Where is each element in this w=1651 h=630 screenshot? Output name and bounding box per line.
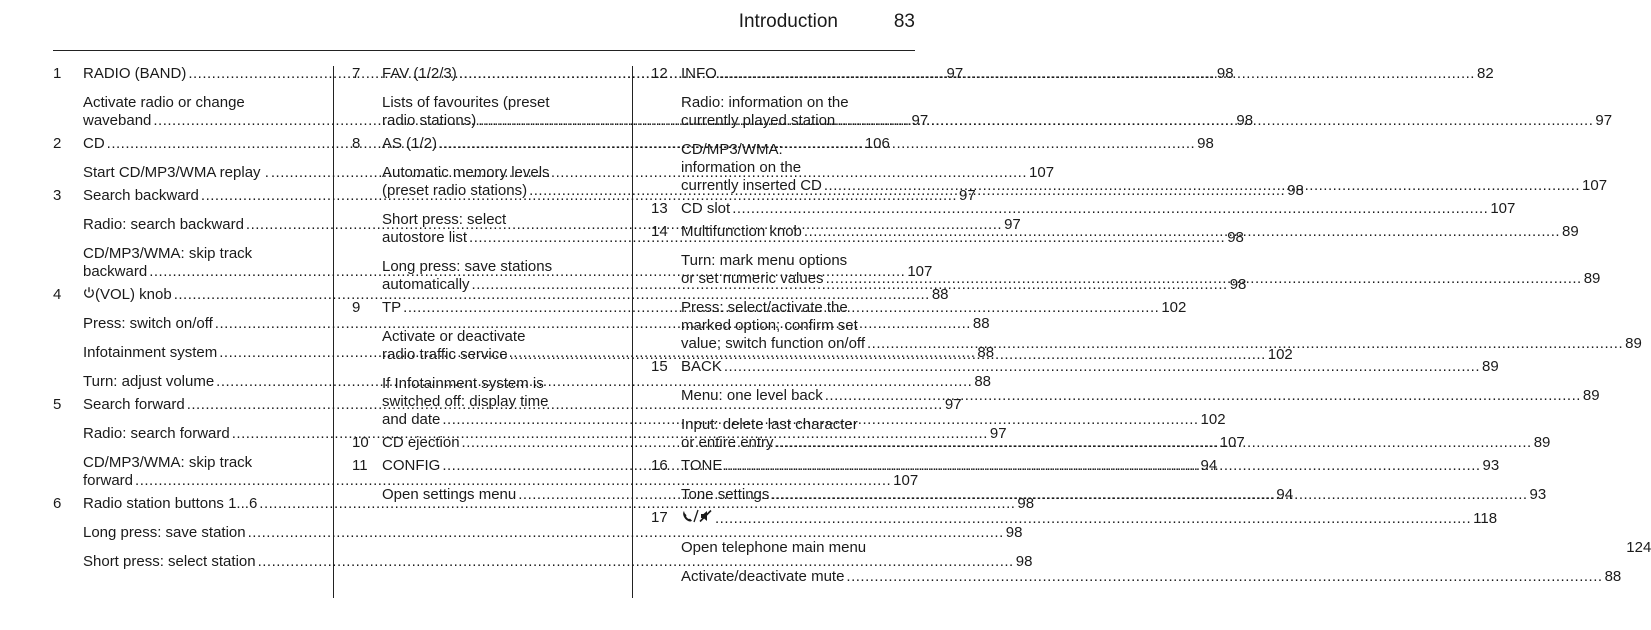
entry-text: backward (83, 263, 148, 280)
entry-gap (651, 241, 914, 252)
entry-text: marked option; confirm set (681, 317, 858, 334)
entry-text: Automatic memory levels (382, 164, 550, 181)
leader-dots (724, 457, 1480, 475)
entry-text: CD slot (681, 200, 731, 217)
entry-gap (651, 130, 914, 141)
entry-text: Tone settings (681, 486, 770, 503)
entry-number (352, 164, 382, 200)
index-subentry (53, 553, 1033, 571)
entry-line (681, 200, 1515, 218)
page-reference: 107 (1029, 164, 1055, 181)
entry-line (681, 486, 1546, 504)
entry-number: 2 (53, 135, 62, 152)
index-entry (651, 200, 1516, 218)
entry-line (681, 223, 1579, 241)
entry-number: 14 (651, 223, 668, 240)
entry-gap (352, 475, 614, 486)
page-number: 83 (893, 11, 915, 32)
index-subentry (53, 524, 1023, 542)
page-reference: 107 (1490, 200, 1516, 217)
entry-text: Turn: adjust volume (83, 373, 215, 390)
entry-gap (651, 288, 914, 299)
entry-text: value; switch function on/off (681, 335, 865, 352)
entry-number: 5 (53, 396, 62, 413)
page-reference: 97 (989, 425, 1007, 442)
page-reference: 107 (1219, 434, 1245, 451)
entry-number (53, 425, 83, 443)
page-reference: 98 (1227, 229, 1244, 246)
entry-text: Menu: one level back (681, 387, 823, 404)
entry-text: Short press: select station (83, 553, 256, 570)
entry-line (681, 335, 1642, 353)
entry-line (681, 434, 1550, 452)
page-reference: 98 (1197, 135, 1214, 152)
leader-dots (846, 568, 1602, 586)
index-entry (651, 358, 1499, 376)
entry-text: Input: delete last character (681, 416, 858, 433)
entry-text: CONFIG (382, 457, 441, 474)
entry-text: CD/MP3/WMA: skip track (83, 454, 253, 471)
entry-text: Start CD/MP3/WMA replay . (83, 164, 269, 181)
page-reference: 98 (1287, 182, 1304, 199)
leader-dots (825, 387, 1581, 405)
page-reference: 118 (1473, 510, 1498, 527)
entry-number: 9 (352, 299, 361, 316)
entry-text: Radio station buttons 1...6 (83, 495, 258, 512)
page-reference: 88 (972, 315, 990, 332)
entry-gap (53, 443, 315, 454)
entry-lines (681, 457, 1499, 475)
entry-number (352, 486, 382, 504)
entry-line (681, 416, 1550, 434)
page-reference: 124 (1626, 539, 1651, 556)
entry-number (651, 416, 681, 452)
entry-text: Turn: mark menu options (681, 252, 848, 269)
page-reference: 98 (1216, 65, 1234, 82)
entry-number (651, 568, 681, 586)
page-reference: 88 (974, 373, 991, 390)
index-entry (651, 509, 1498, 528)
entry-line (681, 252, 1600, 270)
page-reference: 94 (1276, 486, 1294, 503)
entry-text: radio stations) (382, 112, 477, 129)
header-rule (53, 50, 915, 51)
page-reference: 89 (1562, 223, 1579, 240)
entry-number (53, 216, 83, 234)
entry-number (53, 245, 83, 281)
entry-gap (651, 376, 914, 387)
entry-text: Activate radio or change (83, 94, 245, 111)
entry-text: BACK (681, 358, 722, 375)
entry-text: currently played station (681, 112, 836, 129)
page-reference: 107 (907, 263, 933, 280)
entry-gap (651, 528, 914, 539)
page-reference: 97 (1004, 216, 1021, 233)
entry-lines (681, 509, 1497, 528)
entry-line (681, 270, 1600, 288)
entry-number (53, 315, 83, 333)
entry-number: 17 (651, 509, 668, 526)
entry-line (681, 509, 1497, 528)
page-reference: 98 (1236, 112, 1254, 129)
entry-line (681, 177, 1607, 195)
page-reference: 107 (893, 472, 919, 489)
entry-number (53, 373, 83, 391)
leader-dots (719, 65, 1475, 83)
entry-lines (681, 539, 1651, 557)
entry-number (352, 375, 382, 429)
entry-number (352, 211, 382, 247)
entry-gap (53, 513, 315, 524)
entry-gap (651, 475, 914, 486)
page-reference: 93 (1482, 457, 1500, 474)
page-reference: 97 (911, 112, 929, 129)
entry-text: automatically (382, 276, 470, 293)
entry-gap (53, 362, 315, 373)
entry-number (651, 299, 681, 353)
entry-gap (651, 405, 914, 416)
entry-lines (681, 141, 1607, 195)
entry-line (681, 568, 1621, 586)
entry-lines (681, 94, 1612, 130)
leader-dots (724, 358, 1480, 376)
entry-gap (352, 153, 614, 164)
entry-number (651, 486, 681, 504)
entry-number (651, 252, 681, 288)
entry-lines (681, 387, 1600, 405)
page-reference: 94 (1200, 457, 1218, 474)
entry-text: or set numeric values (681, 270, 824, 287)
entry-text: Lists of favourites (preset (382, 94, 550, 111)
page-reference: 88 (931, 286, 949, 303)
entry-text: Radio: search forward (83, 425, 230, 442)
entry-text: Long press: save station (83, 524, 246, 541)
entry-number: 3 (53, 187, 62, 204)
page-reference: 97 (946, 65, 964, 82)
entry-gap (53, 205, 315, 216)
entry-number (53, 553, 83, 571)
entry-number (352, 328, 382, 364)
entry-number (53, 164, 83, 182)
entry-text: RADIO (BAND) (83, 65, 187, 82)
entry-text: switched off: display time (382, 393, 549, 410)
leader-dots (837, 112, 1593, 130)
page-reference: 89 (1533, 434, 1551, 451)
entry-text: Press: switch on/off (83, 315, 213, 332)
page-reference: 107 (1582, 177, 1608, 194)
entry-text: and date (382, 411, 441, 428)
entry-text: TP (382, 299, 402, 316)
entry-text: CD/MP3/WMA: (681, 141, 783, 158)
page-reference: 98 (1017, 495, 1035, 512)
entry-lines (681, 486, 1546, 504)
entry-number: 12 (651, 65, 668, 82)
entry-number: 1 (53, 65, 62, 82)
page-reference: 102 (1267, 346, 1293, 363)
leader-dots (804, 223, 1560, 241)
entry-text: FAV (1/2/3) (382, 65, 457, 82)
entry-line (681, 539, 1651, 557)
entry-gap (53, 333, 315, 344)
entry-number (651, 94, 681, 130)
page-reference: 98 (1229, 276, 1247, 293)
entry-number (53, 344, 83, 362)
entry-line (681, 94, 1612, 112)
entry-text: CD (83, 135, 105, 152)
page-reference: 106 (864, 135, 890, 152)
entry-number: 4 (53, 286, 62, 303)
entry-text: Open settings menu (382, 486, 517, 503)
page-reference: 98 (1015, 553, 1033, 570)
entry-text: Radio: search backward (83, 216, 244, 233)
entry-number: 8 (352, 135, 361, 152)
entry-text: TONE (681, 457, 723, 474)
entry-text: or entire entry (681, 434, 774, 451)
entry-line (681, 457, 1499, 475)
entry-gap (53, 304, 315, 315)
leader-dots (732, 200, 1488, 218)
entry-line (681, 141, 1607, 159)
entry-number (651, 539, 681, 557)
entry-gap (53, 542, 315, 553)
page-reference: 97 (1595, 112, 1613, 129)
entry-line (681, 65, 1494, 83)
page-reference: 97 (944, 396, 962, 413)
leader-dots (826, 270, 1582, 288)
entry-text: Press: select/activate the (681, 299, 848, 316)
entry-number (53, 454, 83, 490)
entry-lines (681, 299, 1642, 353)
entry-text: CD ejection (382, 434, 460, 451)
entry-gap (53, 414, 315, 425)
entry-gap (352, 200, 614, 211)
entry-text: Open telephone main menu (681, 539, 867, 556)
page-reference: 97 (959, 187, 976, 204)
entry-gap (53, 153, 315, 164)
leader-dots (776, 434, 1532, 452)
page-reference: 89 (1482, 358, 1499, 375)
page-reference: 88 (977, 344, 995, 361)
entry-number: 15 (651, 358, 668, 375)
entry-number: 7 (352, 65, 361, 82)
entry-gap (352, 364, 614, 375)
entry-text: AS (1/2) (382, 135, 438, 152)
page-reference: 82 (1476, 65, 1494, 82)
entry-text: Multifunction knob (681, 223, 802, 240)
entry-gap (352, 317, 614, 328)
entry-text: autostore list (382, 229, 468, 246)
page-reference: 98 (1005, 524, 1023, 541)
entry-text: Radio: information on the (681, 94, 849, 111)
entry-text: information on the (681, 159, 802, 176)
entry-text: waveband (83, 112, 152, 129)
entry-number (651, 141, 681, 195)
entry-line (681, 317, 1642, 335)
entry-gap (651, 557, 914, 568)
page-reference: 102 (1161, 299, 1187, 316)
entry-text: Search forward (83, 396, 185, 413)
leader-dots (715, 510, 1471, 528)
entry-number (53, 94, 83, 130)
entry-line (681, 387, 1600, 405)
entry-text: INFO (681, 65, 717, 82)
entry-line (681, 159, 1607, 177)
entry-line (681, 299, 1642, 317)
entry-gap (352, 83, 614, 94)
entry-text: (VOL) knob (95, 286, 172, 303)
entry-text: If Infotainment system is (382, 375, 544, 392)
entry-text: Infotainment system (83, 344, 218, 361)
entry-number: 13 (651, 200, 668, 217)
power-icon (83, 286, 95, 304)
entry-number (352, 94, 382, 130)
page-reference: 102 (1200, 411, 1226, 428)
entry-lines (681, 358, 1499, 376)
page-reference: 89 (1582, 387, 1600, 404)
entry-gap (651, 83, 914, 94)
entry-number (651, 387, 681, 405)
page-reference: 93 (1529, 486, 1547, 503)
entry-text: forward (83, 472, 134, 489)
entry-gap (53, 234, 315, 245)
entry-number: 16 (651, 457, 668, 474)
entry-text: currently inserted CD (681, 177, 822, 194)
leader-dots (771, 486, 1527, 504)
entry-gap (352, 247, 614, 258)
entry-text: Short press: select (382, 211, 507, 228)
entry-text: (preset radio stations) (382, 182, 528, 199)
entry-lines (681, 568, 1621, 586)
entry-text: Search backward (83, 187, 199, 204)
index-entry (53, 286, 949, 304)
entry-lines (681, 200, 1515, 218)
entry-number: 6 (53, 495, 62, 512)
page-reference: 89 (1583, 270, 1601, 287)
index-entry (53, 495, 1035, 513)
leader-dots (867, 335, 1623, 353)
entry-number: 10 (352, 434, 369, 451)
entry-text: Activate/deactivate mute (681, 568, 845, 585)
entry-number (352, 258, 382, 294)
entry-number (53, 524, 83, 542)
entry-lines (681, 416, 1550, 452)
entry-line (681, 112, 1612, 130)
page-reference: 89 (1625, 335, 1642, 352)
entry-line (681, 358, 1499, 376)
entry-text: Activate or deactivate (382, 328, 526, 345)
entry-lines (681, 223, 1579, 241)
entry-text: Long press: save stations (382, 258, 553, 275)
index-subentry (651, 539, 1651, 557)
entry-text: CD/MP3/WMA: skip track (83, 245, 253, 262)
index-subentry (651, 568, 1622, 586)
phone-mute-icon (681, 509, 713, 528)
page-title: Introduction (738, 11, 838, 32)
entry-gap (53, 83, 315, 94)
leader-dots (824, 177, 1580, 195)
entry-number: 11 (352, 457, 368, 474)
entry-lines (681, 252, 1600, 288)
page-reference: 88 (1604, 568, 1622, 585)
entry-text: radio traffic service (382, 346, 508, 363)
entry-lines (681, 65, 1494, 83)
